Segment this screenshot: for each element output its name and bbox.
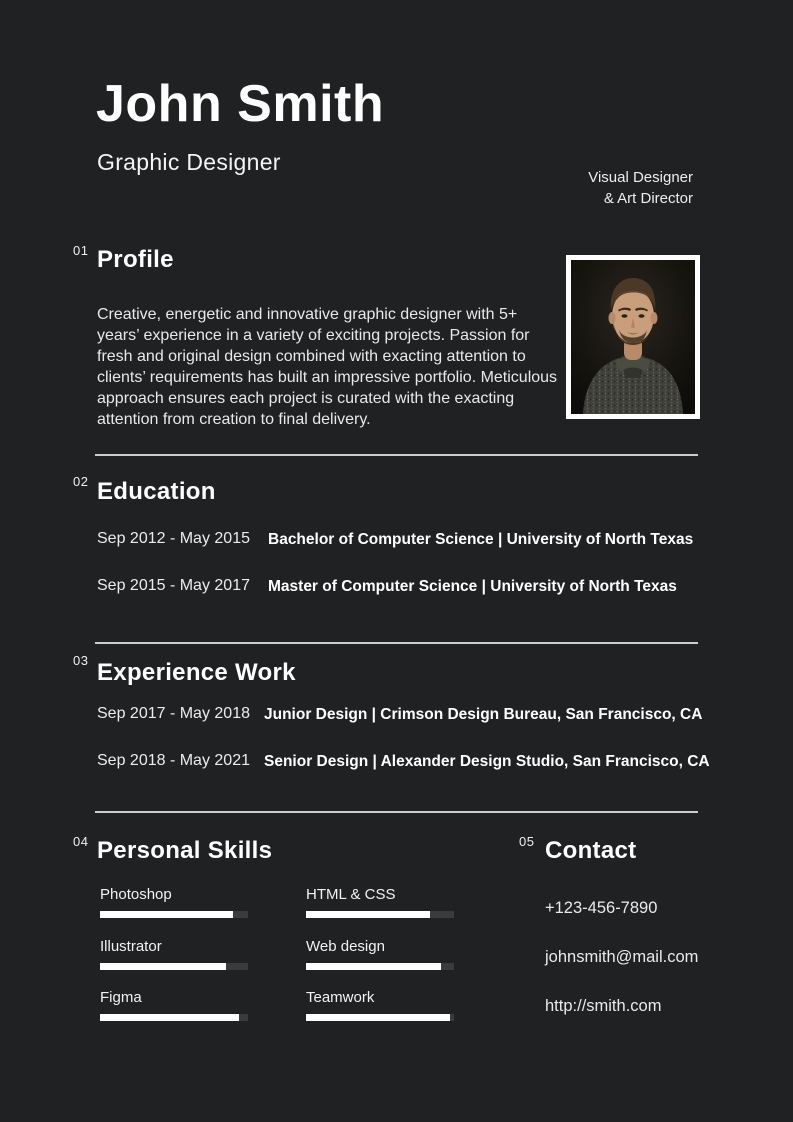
skill-label: Figma bbox=[100, 989, 142, 1006]
experience-description: Senior Design | Alexander Design Studio, San Francisco, CA bbox=[264, 753, 710, 770]
experience-dates: Sep 2018 - May 2021 bbox=[97, 752, 250, 769]
education-dates: Sep 2012 - May 2015 bbox=[97, 530, 250, 547]
section-title-contact: Contact bbox=[545, 837, 637, 864]
skill-label: Teamwork bbox=[306, 989, 375, 1006]
skill-web-design bbox=[306, 938, 454, 970]
skill-figma bbox=[100, 989, 248, 1021]
section-title-education: Education bbox=[97, 478, 216, 505]
contact-email: johnsmith@mail.com bbox=[545, 948, 699, 966]
person-role: Graphic Designer bbox=[97, 149, 281, 175]
contact-website: http://smith.com bbox=[545, 997, 662, 1015]
skill-label: Web design bbox=[306, 938, 385, 955]
section-title-experience: Experience Work bbox=[97, 659, 296, 686]
skill-bar-fill bbox=[100, 1014, 239, 1021]
section-number-experience: 03 bbox=[73, 653, 89, 668]
skill-bar-track bbox=[306, 963, 454, 970]
skill-bar-track bbox=[100, 911, 248, 918]
education-dates: Sep 2015 - May 2017 bbox=[97, 577, 250, 594]
person-name: John Smith bbox=[96, 75, 385, 133]
profile-summary-text: Creative, energetic and innovative graphic designer with 5+ years’ experience in a variety of exciting projects. Passion for fresh and original design combined with exacting attention to clients’ requirements has built an impressive portfolio. Meticulous approach ensures each project is curated with the exacting attention from creation to final delivery. bbox=[97, 306, 558, 428]
skill-html-css bbox=[306, 886, 454, 918]
skill-label: HTML & CSS bbox=[306, 886, 396, 903]
experience-dates: Sep 2017 - May 2018 bbox=[97, 705, 250, 722]
skill-bar-track bbox=[100, 1014, 248, 1021]
skill-photoshop bbox=[100, 886, 248, 918]
tagline-line-2: & Art Director bbox=[603, 190, 693, 207]
profile-photo bbox=[566, 255, 700, 419]
skill-bar-fill bbox=[100, 963, 226, 970]
section-number-skills: 04 bbox=[73, 834, 89, 849]
tagline-line-1: Visual Designer bbox=[588, 169, 693, 186]
skill-bar-fill bbox=[306, 1014, 450, 1021]
skill-label: Photoshop bbox=[100, 886, 172, 903]
section-divider bbox=[95, 642, 698, 644]
skill-bar-fill bbox=[306, 911, 430, 918]
skill-bar-track bbox=[100, 963, 248, 970]
section-number-contact: 05 bbox=[519, 834, 535, 849]
section-divider bbox=[95, 454, 698, 456]
education-description: Bachelor of Computer Science | University of North Texas bbox=[268, 531, 694, 548]
section-title-profile: Profile bbox=[97, 246, 174, 273]
skill-bar-fill bbox=[306, 963, 441, 970]
experience-description: Junior Design | Crimson Design Bureau, San Francisco, CA bbox=[264, 706, 703, 723]
section-title-skills: Personal Skills bbox=[97, 837, 273, 864]
contact-phone: +123-456-7890 bbox=[545, 899, 658, 917]
skill-bar-track bbox=[306, 911, 454, 918]
person-tagline bbox=[433, 167, 693, 209]
skill-bar-fill bbox=[100, 911, 233, 918]
skill-bar-track bbox=[306, 1014, 454, 1021]
education-description: Master of Computer Science | University of North Texas bbox=[268, 578, 677, 595]
skill-teamwork bbox=[306, 989, 454, 1021]
section-number-education: 02 bbox=[73, 474, 89, 489]
portrait-image bbox=[571, 260, 695, 414]
skill-illustrator bbox=[100, 938, 248, 970]
section-divider bbox=[95, 811, 698, 813]
section-number-profile: 01 bbox=[73, 243, 89, 258]
skill-label: Illustrator bbox=[100, 938, 162, 955]
